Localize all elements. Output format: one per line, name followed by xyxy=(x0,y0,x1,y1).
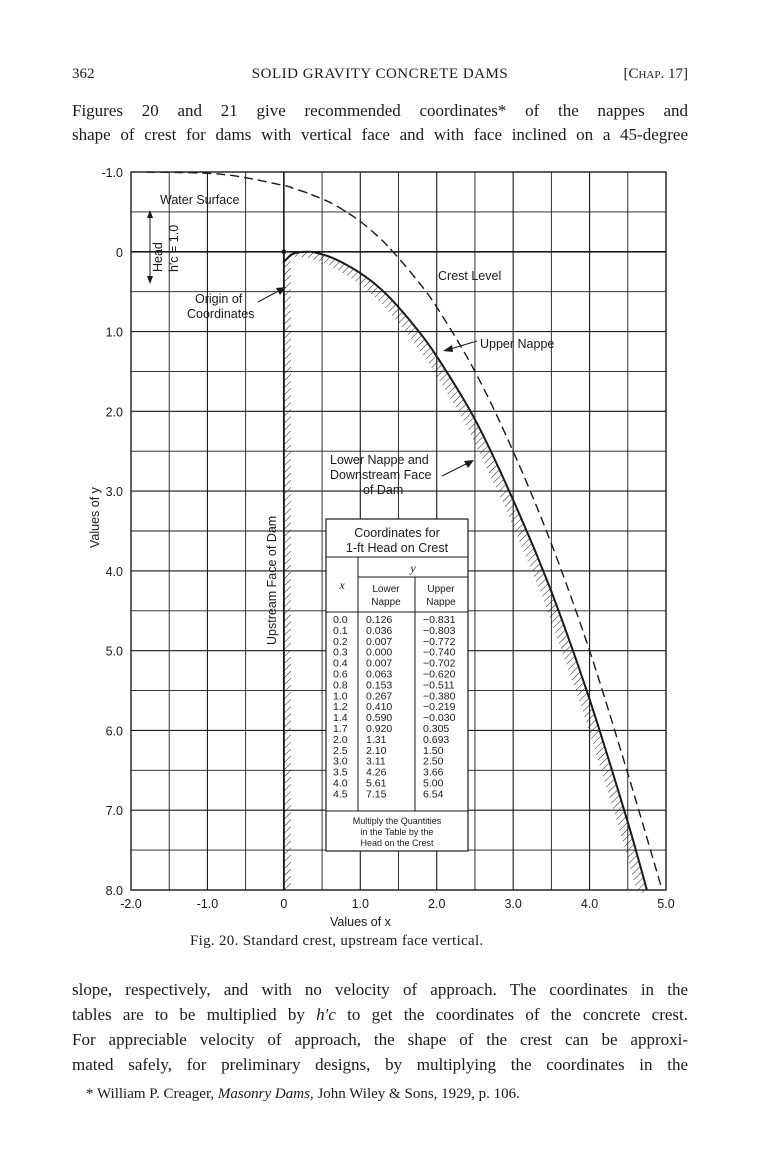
lower-nappe-point xyxy=(298,252,300,254)
after-line-2b: to get the coordinates of the concrete crest. xyxy=(335,1005,688,1024)
table-cell-lower: 5.61 xyxy=(366,777,387,790)
x-tick-label: 2.0 xyxy=(428,897,446,911)
table-cell-lower: 0.920 xyxy=(366,723,393,735)
after-line-3: For appreciable velocity of approach, the shape of the crest can be approxi- xyxy=(72,1030,688,1049)
table-cell-lower: 0.007 xyxy=(366,635,393,648)
table-cell-upper: −0.620 xyxy=(423,668,456,681)
table-title-1: Coordinates for xyxy=(354,526,440,540)
table-cell-upper: −0.030 xyxy=(423,712,456,725)
lower-nappe-point xyxy=(306,251,308,253)
table-cell-upper: −0.740 xyxy=(423,646,456,659)
table-cell-upper: −0.219 xyxy=(423,701,456,714)
table-cell-upper: 0.305 xyxy=(423,723,450,735)
lower-nappe-point xyxy=(512,499,514,501)
head-arrow-up xyxy=(147,210,153,218)
water-surface-label: Water Surface xyxy=(160,193,240,207)
lower-nappe-point xyxy=(551,591,553,593)
page-number: 362 xyxy=(72,66,95,82)
table-cell-upper: −0.511 xyxy=(423,679,455,692)
lower-nappe-label-3: of Dam xyxy=(363,483,404,497)
footnote-marker: * xyxy=(86,1086,94,1102)
upper-nappe-point xyxy=(314,195,316,197)
x-tick-label: 3.0 xyxy=(504,897,522,911)
table-col-lower-2: Nappe xyxy=(371,597,401,608)
upper-nappe-point xyxy=(283,185,285,187)
table-cell-lower: 3.11 xyxy=(366,755,386,768)
y-tick-label: 5.0 xyxy=(105,644,123,659)
lower-nappe-point xyxy=(359,272,361,274)
table-cell-x: 0.6 xyxy=(333,668,348,681)
table-note-2: in the Table by the xyxy=(360,827,434,837)
figure-caption: Fig. 20. Standard crest, upstream face vertical. xyxy=(190,933,484,949)
lower-nappe-point xyxy=(627,821,629,823)
origin-point xyxy=(281,249,286,254)
table-cell-x: 0.1 xyxy=(333,624,348,637)
table-cell-x: 2.0 xyxy=(333,733,348,746)
upper-nappe-point xyxy=(474,371,476,373)
y-tick-label: 7.0 xyxy=(105,804,123,819)
table-cell-lower: 0.590 xyxy=(366,712,393,725)
table-cell-upper: −0.380 xyxy=(423,690,456,703)
table-note-3: Head on the Crest xyxy=(360,838,434,848)
intro-line-2: shape of crest for dams with vertical face and with face inclined on a 45-degree xyxy=(72,125,688,144)
upper-nappe-point xyxy=(306,192,308,194)
table-cell-lower: 0.063 xyxy=(366,668,393,681)
table-cell-upper: −0.702 xyxy=(423,657,456,670)
x-tick-label: 1.0 xyxy=(351,897,369,911)
upper-nappe-arrowhead xyxy=(443,345,453,352)
lower-nappe-point xyxy=(474,419,476,421)
table-cell-x: 4.0 xyxy=(333,777,348,790)
y-tick-label: 3.0 xyxy=(105,485,123,500)
table-cell-x: 1.0 xyxy=(333,690,348,703)
x-tick-label: -1.0 xyxy=(196,897,219,911)
table-cell-x: 0.4 xyxy=(333,657,348,670)
intro-line-1: Figures 20 and 21 give recommended coordinates* of the nappes and xyxy=(72,101,688,120)
head-value-label: h′c = 1.0 xyxy=(167,224,181,272)
table-col-upper-2: Nappe xyxy=(426,597,456,608)
table-cell-lower: 0.007 xyxy=(366,657,393,670)
table-cell-lower: 0.153 xyxy=(366,679,393,692)
upper-nappe-point xyxy=(436,306,438,308)
lower-nappe-point xyxy=(344,263,346,265)
upper-nappe-point xyxy=(627,773,629,775)
table-cell-x: 4.5 xyxy=(333,788,348,801)
footnote-author: William P. Creager, xyxy=(96,1086,218,1102)
table-note-1: Multiply the Quantities xyxy=(352,816,442,826)
origin-label-2: Coordinates xyxy=(187,307,255,321)
table-cell-x: 1.4 xyxy=(333,712,348,725)
y-tick-label: 8.0 xyxy=(105,884,123,898)
crest-level-label: Crest Level xyxy=(438,269,502,283)
table-col-y: y xyxy=(410,561,416,575)
upper-nappe-point xyxy=(589,650,591,652)
table-cell-lower: 0.267 xyxy=(366,690,393,703)
upper-nappe-point xyxy=(291,187,293,189)
table-cell-lower: 4.26 xyxy=(366,766,387,779)
table-cell-x: 1.2 xyxy=(333,701,348,714)
table-cell-upper: 2.50 xyxy=(423,755,444,768)
y-tick-label: 2.0 xyxy=(105,405,123,420)
table-cell-x: 3.5 xyxy=(333,766,348,779)
table-col-lower-1: Lower xyxy=(372,584,400,595)
table-cell-lower: 0.410 xyxy=(366,701,393,714)
table-cell-lower: 7.15 xyxy=(366,788,387,801)
origin-label-1: Origin of xyxy=(195,292,243,306)
table-cell-x: 3.0 xyxy=(333,755,348,768)
head-arrow-down xyxy=(147,276,153,284)
table-cell-lower: 1.31 xyxy=(366,733,387,746)
coordinates-table xyxy=(326,519,468,851)
y-tick-label: 1.0 xyxy=(105,325,123,340)
table-cell-x: 0.0 xyxy=(333,614,348,626)
after-line-1: slope, respectively, and with no velocity of approach. The coordinates in the xyxy=(72,980,688,999)
table-cell-upper: 5.00 xyxy=(423,777,444,790)
table-cell-x: 0.8 xyxy=(333,679,348,692)
table-cell-upper: −0.831 xyxy=(423,614,456,626)
x-tick-label: -2.0 xyxy=(120,897,142,911)
upper-nappe-point xyxy=(298,189,300,191)
table-col-upper-1: Upper xyxy=(427,584,455,595)
table-col-x: x xyxy=(339,578,345,592)
table-cell-upper: 0.693 xyxy=(423,733,450,746)
upstream-face-label: Upstream Face of Dam xyxy=(265,515,279,645)
table-cell-upper: −0.772 xyxy=(423,635,456,648)
footnote-rest: John Wiley & Sons, 1929, p. 106. xyxy=(313,1086,520,1102)
lower-nappe-point xyxy=(291,254,293,256)
x-tick-label: 4.0 xyxy=(580,897,599,911)
table-cell-upper: 6.54 xyxy=(423,788,444,801)
upper-nappe-point xyxy=(329,202,331,204)
y-tick-label: -1.0 xyxy=(101,166,123,180)
chapter-label: [Chap. 17] xyxy=(623,66,688,82)
footnote xyxy=(86,1086,520,1103)
table-cell-x: 0.3 xyxy=(333,646,348,659)
table-cell-lower: 0.000 xyxy=(366,646,393,659)
y-axis-title: Values of y xyxy=(88,487,102,548)
running-title: SOLID GRAVITY CONCRETE DAMS xyxy=(251,66,509,82)
x-tick-label: 5.0 xyxy=(657,897,675,911)
lower-nappe-label-2: Downstream Face xyxy=(330,468,432,482)
table-cell-upper: 1.50 xyxy=(423,744,444,757)
x-axis-title: Values of x xyxy=(330,915,391,929)
table-cell-x: 1.7 xyxy=(333,723,348,735)
upper-nappe-label: Upper Nappe xyxy=(480,337,555,351)
after-line-2a: tables are to be multiplied by xyxy=(72,1005,317,1024)
upper-nappe-point xyxy=(390,249,392,251)
table-cell-lower: 2.10 xyxy=(366,744,387,757)
lower-nappe-point xyxy=(390,298,392,300)
lower-nappe-point xyxy=(589,699,591,701)
lower-nappe-point xyxy=(413,324,415,326)
lower-nappe-label-1: Lower Nappe and xyxy=(330,453,429,467)
lower-nappe-point xyxy=(375,284,377,286)
after-line-2 xyxy=(72,1002,688,1027)
x-tick-label: 0 xyxy=(280,897,288,911)
table-cell-upper: −0.803 xyxy=(423,624,456,637)
footnote-book: Masonry Dams, xyxy=(217,1086,314,1102)
upper-nappe-point xyxy=(375,234,377,236)
upper-nappe-point xyxy=(551,543,553,545)
table-cell-upper: 3.66 xyxy=(423,766,444,779)
head-symbol: h′c xyxy=(316,1005,336,1024)
upper-nappe-point xyxy=(359,221,361,223)
lower-nappe-point xyxy=(329,256,331,258)
y-tick-label: 4.0 xyxy=(105,564,123,579)
upper-nappe-point xyxy=(413,275,415,277)
after-line-4: mated safely, for preliminary designs, by multiplying the coordinates in the xyxy=(72,1055,688,1074)
lower-nappe-point xyxy=(314,252,316,254)
y-tick-label: 6.0 xyxy=(105,724,123,739)
table-cell-x: 2.5 xyxy=(333,744,348,757)
upper-nappe-point xyxy=(344,210,346,212)
table-cell-lower: 0.126 xyxy=(366,614,393,626)
head-label: Head xyxy=(151,242,165,272)
y-tick-label: 0 xyxy=(116,245,123,260)
lower-nappe-point xyxy=(436,355,438,357)
table-cell-x: 0.2 xyxy=(333,635,348,648)
table-title-2: 1-ft Head on Crest xyxy=(345,541,449,555)
table-cell-lower: 0.036 xyxy=(366,624,393,637)
lower-nappe-point xyxy=(283,261,285,263)
upper-nappe-point xyxy=(512,450,514,452)
